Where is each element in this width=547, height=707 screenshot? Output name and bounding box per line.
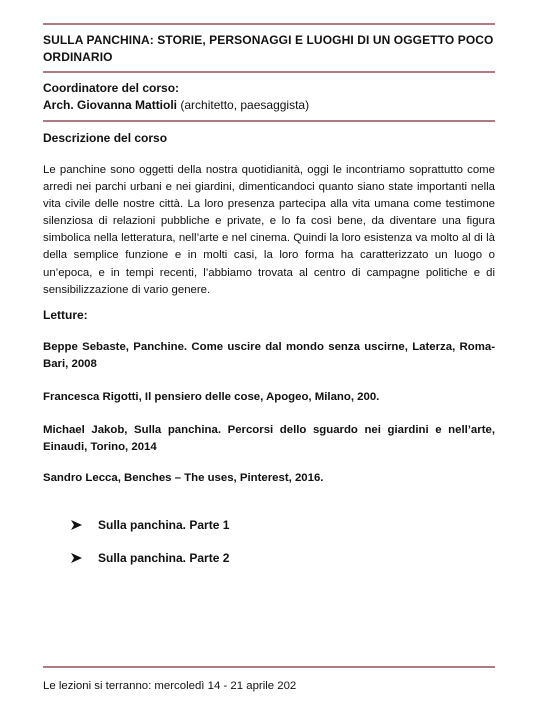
coordinator-line — [43, 97, 495, 114]
page-title: SULLA PANCHINA: STORIE, PERSONAGGI E LUOGHI DI UN OGGETTO POCO ORDINARIO — [43, 33, 494, 64]
footer-text: Le lezioni si terranno: mercoledì 14 - 21 aprile 202 — [43, 680, 297, 692]
reading-item: Francesca Rigotti, Il pensiero delle cose, Apogeo, Milano, 200. — [43, 391, 380, 403]
divider-after-coordinator — [43, 120, 495, 122]
coordinator-heading: Coordinatore del corso: — [43, 81, 180, 95]
letture-heading: Letture: — [43, 308, 88, 322]
footer-rule — [43, 666, 495, 668]
arrow-bullet-icon — [70, 519, 84, 531]
link-label: Sulla panchina. Parte 2 — [98, 551, 230, 565]
divider-after-title — [43, 71, 495, 73]
reading-item: Sandro Lecca, Benches – The uses, Pinterest, 2016. — [43, 472, 324, 484]
coordinator-name: Arch. Giovanna Mattioli — [43, 98, 178, 112]
reading-item: Michael Jakob, Sulla panchina. Percorsi dello sguardo nei giardini e nell’arte, Einaudi, Torino, 2014 — [43, 424, 495, 454]
description-heading: Descrizione del corso — [43, 131, 168, 145]
coordinator-block — [43, 80, 495, 114]
coordinator-role: (architetto, paesaggista) — [177, 98, 310, 112]
arrow-bullet-icon — [70, 552, 84, 564]
link-parte-2[interactable] — [70, 551, 229, 565]
top-rule — [43, 23, 495, 25]
reading-item: Beppe Sebaste, Panchine. Come uscire dal mondo senza uscirne, Laterza, Roma-Bari, 2008 — [43, 341, 495, 371]
description-text: Le panchine sono oggetti della nostra quotidianità, oggi le incontriamo soprattutto come arredi nei parchi urbani e nei giardini, dimenticandoci quanto siano state importanti nella vita civile delle nostre città. La loro presenza partecipa alla vita umana come testimone silenziosa di relazioni pubbliche e private, e lo fa così bene, da diventare una figura simbolica nella letteratura, nell’arte e nel cinema. Quindi la loro esistenza va molto al di là della semplice funzione e in molti casi, la loro forma ha caratterizzato un luogo o un’epoca, e in tempi recenti, l’abbiamo trovata al centro di campagne politiche e di sensibilizzazione di vario genere. — [43, 164, 495, 296]
link-parte-1[interactable] — [70, 518, 229, 532]
link-label: Sulla panchina. Parte 1 — [98, 518, 230, 532]
